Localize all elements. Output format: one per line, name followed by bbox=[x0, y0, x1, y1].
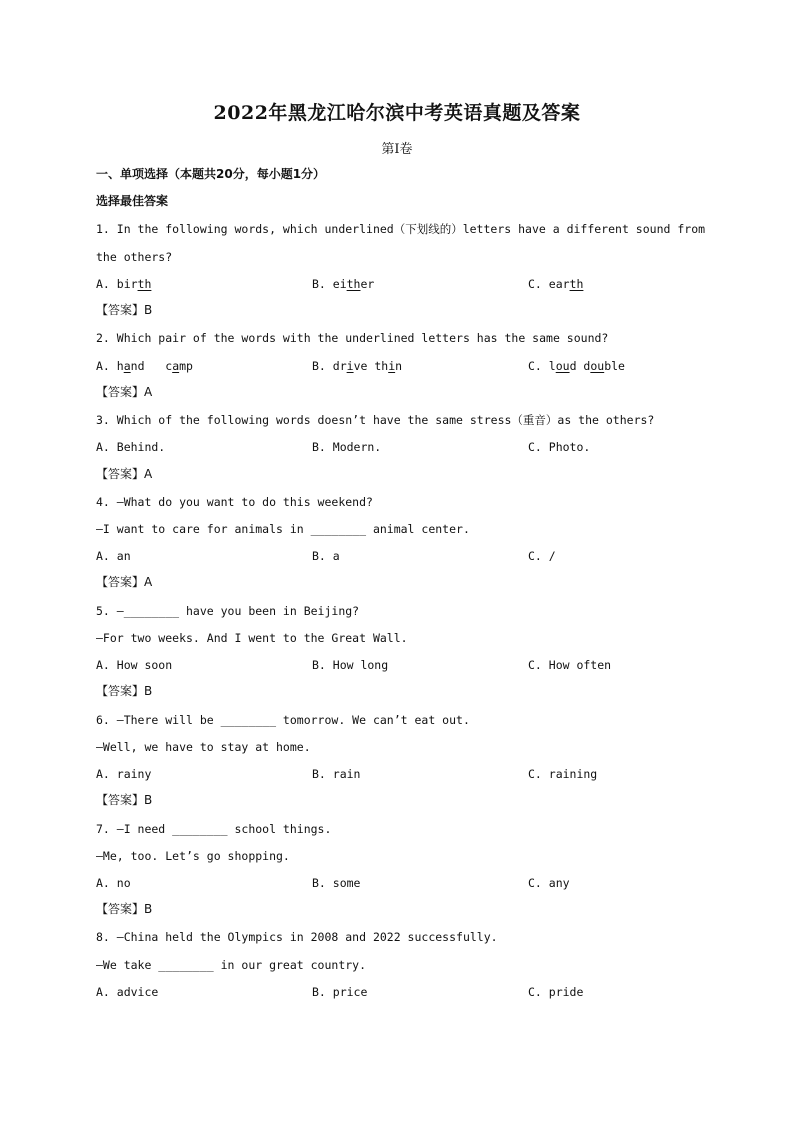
question-8-stem: 8. —China held the Olympics in 2008 and 2022 successfully. bbox=[96, 930, 498, 944]
question-3-stem: 3. Which of the following words doesn’t have the same stress（重音）as the others? bbox=[96, 413, 655, 427]
page-subtitle: 第Ⅰ卷 bbox=[381, 142, 413, 157]
question-7-answer: 【答案】B bbox=[96, 902, 153, 916]
question-4-stem: 4. —What do you want to do this weekend? bbox=[96, 495, 373, 509]
question-5-answer: 【答案】B bbox=[96, 684, 153, 698]
question-6-option-b: B. rain bbox=[312, 767, 361, 781]
question-4-option-a: A. an bbox=[96, 549, 131, 563]
question-3-answer: 【答案】A bbox=[96, 467, 153, 481]
section-heading: 一、单项选择（本题共20分，每小题1分） bbox=[96, 167, 326, 181]
question-5-option-a: A. How soon bbox=[96, 658, 173, 672]
question-2-option-c: C. loud double bbox=[528, 359, 625, 373]
question-2-stem: 2. Which pair of the words with the underlined letters has the same sound? bbox=[96, 331, 609, 345]
question-6-stem: 6. —There will be ________ tomorrow. We can’t eat out. bbox=[96, 713, 470, 727]
question-8-option-a: A. advice bbox=[96, 985, 159, 999]
question-6-stem-cont: —Well, we have to stay at home. bbox=[96, 740, 311, 754]
question-4-option-b: B. a bbox=[312, 549, 340, 563]
question-3-option-a: A. Behind. bbox=[96, 440, 166, 454]
question-4-answer: 【答案】A bbox=[96, 575, 153, 589]
question-6-option-a: A. rainy bbox=[96, 767, 152, 781]
question-8-option-b: B. price bbox=[312, 985, 368, 999]
question-1-stem: 1. In the following words, which underlined（下划线的）letters have a different sound from bbox=[96, 222, 706, 236]
question-2-option-a: A. hand camp bbox=[96, 359, 193, 373]
question-1-stem-cont: the others? bbox=[96, 250, 173, 264]
question-4-stem-cont: —I want to care for animals in ________ animal center. bbox=[96, 522, 470, 536]
question-1-option-a: A. birth bbox=[96, 277, 152, 291]
question-5-option-c: C. How often bbox=[528, 658, 612, 672]
question-1-option-b: B. either bbox=[312, 277, 375, 291]
question-3-option-c: C. Photo. bbox=[528, 440, 591, 454]
question-7-stem: 7. —I need ________ school things. bbox=[96, 822, 332, 836]
question-8-stem-cont: —We take ________ in our great country. bbox=[96, 958, 367, 972]
question-3-option-b: B. Modern. bbox=[312, 440, 382, 454]
question-5-stem-cont: —For two weeks. And I went to the Great Wall. bbox=[96, 631, 408, 645]
question-7-option-b: B. some bbox=[312, 876, 361, 890]
question-1-option-c: C. earth bbox=[528, 277, 584, 291]
page-title: 2022年黑龙江哈尔滨中考英语真题及答案 bbox=[213, 102, 581, 124]
instruction-text: 选择最佳答案 bbox=[96, 194, 169, 208]
question-7-stem-cont: —Me, too. Let’s go shopping. bbox=[96, 849, 290, 863]
question-6-answer: 【答案】B bbox=[96, 793, 153, 807]
question-2-option-b: B. drive thin bbox=[312, 359, 403, 373]
question-1-answer: 【答案】B bbox=[96, 303, 153, 317]
question-5-stem: 5. —________ have you been in Beijing? bbox=[96, 604, 360, 618]
question-4-option-c: C. / bbox=[528, 549, 556, 563]
question-5-option-b: B. How long bbox=[312, 658, 389, 672]
question-7-option-c: C. any bbox=[528, 876, 570, 890]
question-2-answer: 【答案】A bbox=[96, 385, 153, 399]
question-6-option-c: C. raining bbox=[528, 767, 598, 781]
question-7-option-a: A. no bbox=[96, 876, 131, 890]
question-8-option-c: C. pride bbox=[528, 985, 584, 999]
